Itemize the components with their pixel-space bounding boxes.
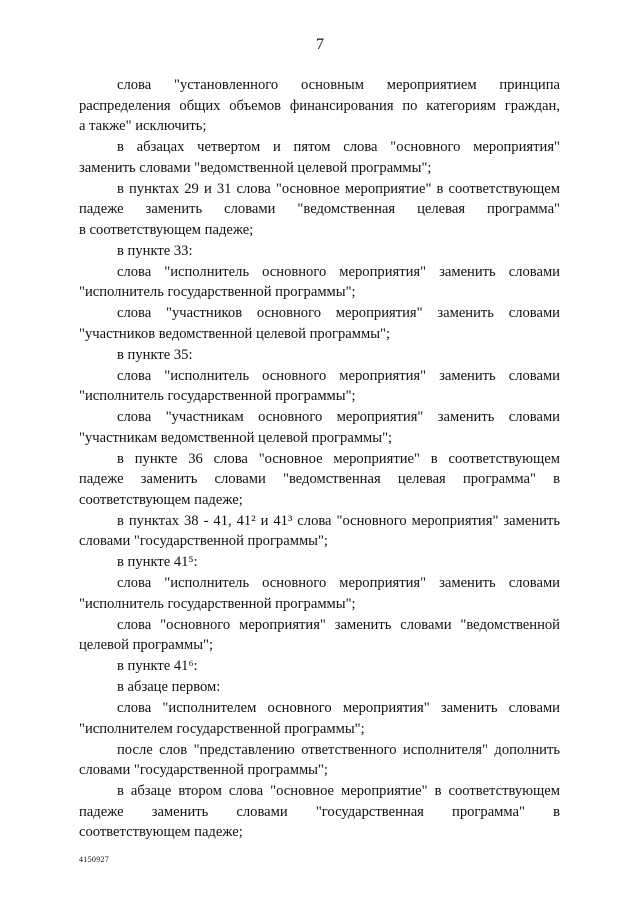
paragraph bbox=[79, 511, 560, 552]
paragraph bbox=[79, 303, 560, 344]
paragraph bbox=[79, 407, 560, 448]
text-line: соответствующем падеже; bbox=[79, 824, 243, 840]
document-body bbox=[79, 75, 560, 843]
text-line: в пунктах 29 и 31 слова "основное мероприятие" в соответствующем bbox=[117, 180, 560, 197]
text-line: "участникам ведомственной целевой программы"; bbox=[79, 429, 393, 446]
text-line: распределения общих объемов финансирования по категориям граждан, bbox=[79, 97, 560, 114]
paragraph bbox=[79, 262, 560, 303]
page-number: 7 bbox=[316, 36, 324, 53]
paragraph bbox=[79, 615, 560, 656]
paragraph bbox=[79, 573, 560, 614]
text-line: в пунктах 38 - 41, 41² и 41³ слова "основного мероприятия" заменить bbox=[117, 512, 560, 529]
paragraph bbox=[79, 345, 560, 366]
text-line: "исполнитель государственной программы"; bbox=[79, 284, 356, 300]
text-line: в пункте 33: bbox=[117, 242, 193, 259]
text-line: "исполнителем государственной программы"; bbox=[79, 720, 365, 737]
text-line: слова "исполнитель основного мероприятия" заменить словами bbox=[117, 367, 560, 384]
text-line: в абзаце первом: bbox=[117, 679, 221, 695]
paragraph bbox=[79, 656, 560, 677]
paragraph bbox=[79, 449, 560, 511]
text-line: "участников ведомственной целевой программы"; bbox=[79, 325, 391, 342]
text-line: слова "основного мероприятия" заменить словами "ведомственной bbox=[117, 616, 560, 633]
paragraph bbox=[79, 75, 560, 137]
text-line: слова "исполнитель основного мероприятия" заменить словами bbox=[117, 263, 560, 280]
paragraph bbox=[79, 781, 560, 843]
paragraph bbox=[79, 179, 560, 241]
text-line: в пункте 35: bbox=[117, 346, 193, 363]
paragraph bbox=[79, 366, 560, 407]
paragraph bbox=[79, 552, 560, 573]
text-line: словами "государственной программы"; bbox=[79, 762, 328, 778]
text-line: слова "установленного основным мероприятием принципа bbox=[117, 77, 560, 93]
text-line: в соответствующем падеже; bbox=[79, 221, 254, 238]
text-line: падеже заменить словами "государственная программа" в bbox=[79, 803, 560, 820]
text-line: падеже заменить словами "ведомственная целевая программа" в bbox=[79, 471, 560, 487]
text-line: словами "государственной программы"; bbox=[79, 533, 328, 549]
paragraph bbox=[79, 698, 560, 739]
text-line: соответствующем падеже; bbox=[79, 491, 243, 508]
text-line: целевой программы"; bbox=[79, 637, 214, 653]
text-line: а также" исключить; bbox=[79, 118, 207, 134]
text-line: слова "исполнителем основного мероприятия" заменить словами bbox=[117, 700, 560, 716]
text-line: в пункте 41⁶: bbox=[117, 658, 198, 674]
text-line: "исполнитель государственной программы"; bbox=[79, 388, 356, 404]
paragraph bbox=[79, 677, 560, 698]
text-line: слова "участников основного мероприятия" заменить словами bbox=[117, 305, 560, 321]
text-line: слова "исполнитель основного мероприятия" заменить словами bbox=[117, 575, 560, 591]
text-line: в абзаце втором слова "основное мероприятие" в соответствующем bbox=[117, 783, 560, 799]
text-line: падеже заменить словами "ведомственная целевая программа" bbox=[79, 201, 560, 217]
text-line: заменить словами "ведомственной целевой программы"; bbox=[79, 159, 432, 176]
document-code: 4150927 bbox=[79, 855, 110, 864]
text-line: "исполнитель государственной программы"; bbox=[79, 595, 356, 612]
text-line: в пункте 41⁵: bbox=[117, 554, 198, 570]
text-line: слова "участникам основного мероприятия" заменить словами bbox=[117, 409, 560, 425]
paragraph bbox=[79, 137, 560, 178]
paragraph bbox=[79, 241, 560, 262]
text-line: в абзацах четвертом и пятом слова "основного мероприятия" bbox=[117, 139, 560, 155]
text-line: в пункте 36 слова "основное мероприятие" в соответствующем bbox=[117, 450, 560, 467]
text-line: после слов "представлению ответственного исполнителя" дополнить bbox=[117, 741, 560, 758]
paragraph bbox=[79, 740, 560, 781]
